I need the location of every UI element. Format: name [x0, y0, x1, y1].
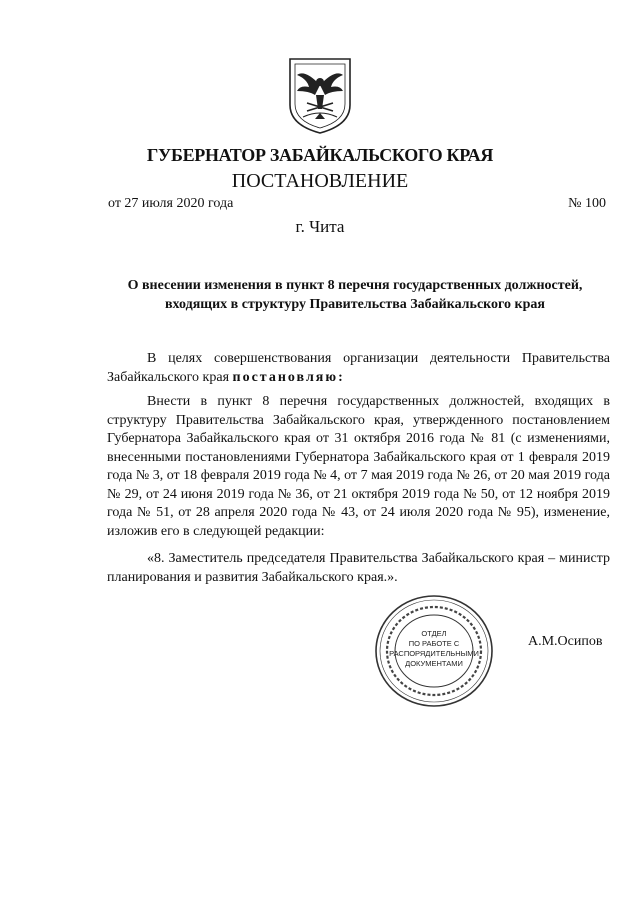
issuer-title: ГУБЕРНАТОР ЗАБАЙКАЛЬСКОГО КРАЯ	[146, 145, 494, 165]
document-type: ПОСТАНОВЛЕНИЕ	[231, 170, 409, 192]
paragraph-preamble	[107, 350, 610, 387]
preamble-decree-word: постановляю:	[232, 369, 345, 385]
stamp-line-2: ПО РАБОТЕ С	[408, 639, 460, 648]
document-date: от 27 июля 2020 года	[108, 196, 234, 211]
heading-line-1: О внесении изменения в пункт 8 перечня государственных должностей,	[127, 278, 583, 293]
amendment-text: Внести в пункт 8 перечня государственных должностей, входящих в структуру Правительства Забайкальского края, утвержденного постановлением Губернатора Забайкальского края от 31 октября 2016 года № 81 (с изменениями, внесенными постановлениями Губернатора Забайкальского края от 1 февраля 2019 года № 3, от 18 февраля 2019 года № 4, от 7 мая 2019 года № 26, от 20 мая 2019 года № 29, от 24 июня 2019 года № 36, от 21 октября 2019 года № 50, от 12 ноября 2019 года № 51, от 28 апреля 2020 года № 43, от 24 июля 2020 года № 95), изменение, изложив его в следующей редакции:	[107, 394, 610, 539]
document-number: № 100	[568, 196, 606, 211]
document-heading	[100, 276, 610, 314]
heading-line-2: входящих в структуру Правительства Забайкальского края	[165, 297, 545, 312]
stamp-line-4: ДОКУМЕНТАМИ	[405, 659, 463, 668]
coat-of-arms-icon	[285, 55, 355, 135]
paragraph-amendment	[107, 393, 610, 541]
new-wording-text: «8. Заместитель председателя Правительства Забайкальского края – министр планирования и развития Забайкальского края.».	[107, 551, 610, 585]
signatory-name: А.М.Осипов	[528, 634, 603, 649]
official-stamp-icon	[373, 592, 495, 710]
paragraph-new-wording	[107, 550, 610, 587]
stamp-line-1: ОТДЕЛ	[421, 629, 447, 638]
preamble-text: В целях совершенствования организации деятельности Правительства Забайкальского края	[107, 351, 610, 385]
stamp-line-3: РАСПОРЯДИТЕЛЬНЫМИ	[389, 649, 479, 658]
document-city: г. Чита	[295, 217, 345, 236]
